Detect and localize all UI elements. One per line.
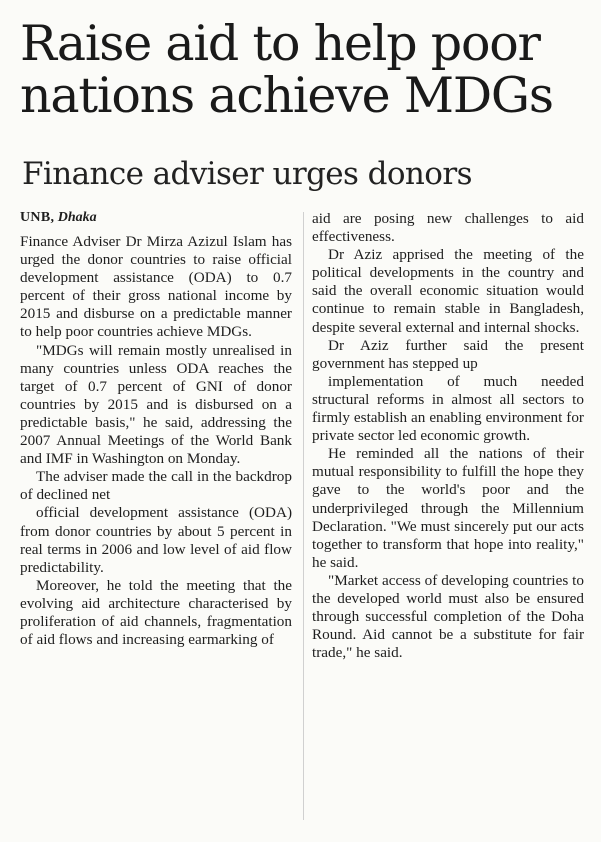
paragraph: Moreover, he told the meeting that the evolving aid architecture characterised by proliferation of aid channels, fragmentation of aid flows and increasing earmarking of: [20, 576, 292, 649]
paragraph: Finance Adviser Dr Mirza Azizul Islam has urged the donor countries to raise official development assistance (ODA) to 0.7 percent of their gross national income by 2015 and disburse on a predictable manner to help poor countries achieve MDGs.: [20, 233, 292, 341]
byline: [20, 210, 292, 226]
headline: Raise aid to help poor nations achieve MDGs: [20, 15, 553, 124]
paragraph: Dr Aziz apprised the meeting of the political developments in the country and said the overall economic situation would continue to remain stable in Bangladesh, despite several external and internal shocks.: [312, 246, 584, 336]
article-column-left: [20, 210, 292, 649]
paragraph: The adviser made the call in the backdrop of declined net: [20, 468, 292, 504]
byline-city: Dhaka: [57, 210, 97, 225]
paragraph: official development assistance (ODA) from donor countries by about 5 percent in real terms in 2006 and low level of aid flow predictability.: [20, 504, 292, 576]
subheadline: Finance adviser urges donors: [22, 156, 472, 192]
paragraph: "MDGs will remain mostly unrealised in many countries unless ODA reaches the target of 0.7 percent of GNI of donor countries by 2015 and is disbursed on a predictable basis," he said, addressing the 2007 Annual Meetings of the World Bank and IMF in Washington on Monday.: [20, 341, 292, 468]
byline-agency: UNB,: [20, 210, 55, 225]
article-column-right: [312, 210, 584, 662]
paragraph: implementation of much needed structural reforms in almost all sectors to firmly establish an enabling environment for private sector led economic growth.: [312, 372, 584, 445]
paragraph: Dr Aziz further said the present government has stepped up: [312, 336, 584, 372]
paragraph: aid are posing new challenges to aid effectiveness.: [312, 210, 584, 246]
column-divider: [303, 212, 304, 820]
paragraph: He reminded all the nations of their mutual responsibility to fulfill the hope they gave to the world's poor and the underprivileged through the Millennium Declaration. "We must sincerely put our acts together to transform that hope into reality," he said.: [312, 445, 584, 571]
paragraph: "Market access of developing countries to the developed world must also be ensured through successful completion of the Doha Round. Aid cannot be a substitute for fair trade," he said.: [312, 571, 584, 662]
